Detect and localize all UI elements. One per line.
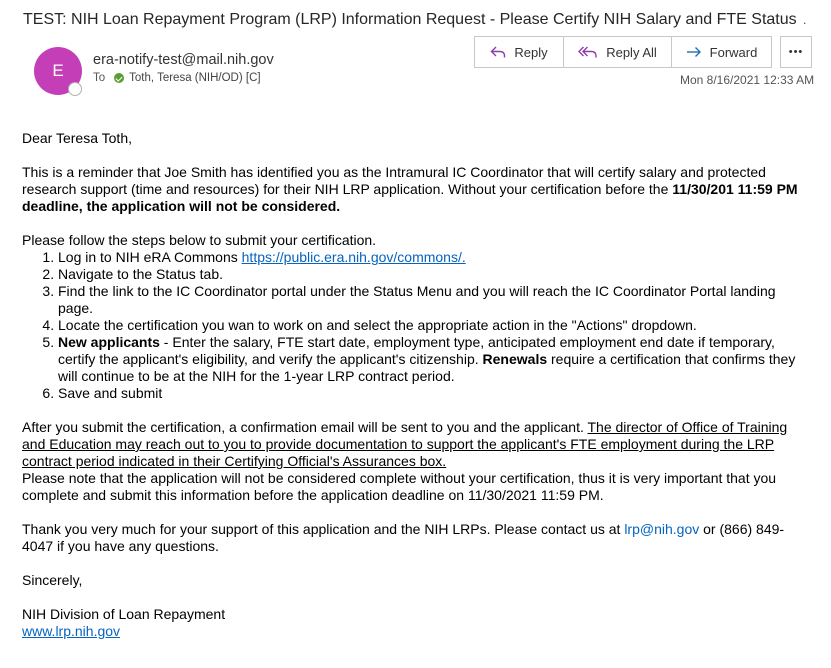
email-subject: TEST: NIH Loan Repayment Program (LRP) Information Request - Please Certify NIH Salary and FTE Status <box>23 11 797 28</box>
subject-trailing-mark: . <box>803 13 807 27</box>
more-actions-button[interactable] <box>780 36 812 68</box>
reply-button[interactable] <box>474 36 564 68</box>
more-icon: ••• <box>788 46 804 58</box>
to-label: To <box>93 72 106 84</box>
steps-list <box>22 249 812 402</box>
sender-address[interactable]: era-notify-test@mail.nih.gov <box>93 52 274 68</box>
reply-all-label: Reply All <box>606 44 657 60</box>
forward-button[interactable] <box>671 36 772 68</box>
list-item: 6. Save and submit <box>58 385 812 402</box>
reminder-paragraph: This is a reminder that Joe Smith has identified you as the Intramural IC Coordinator that will certify salary and protected research support (time and resources) for their NIH LRP application. Without your certification before the 11/30/201 11:59 PM deadline, the application will not be considered. <box>22 164 798 214</box>
deadline-warning: 11/30/201 11:59 PM deadline, the application will not be considered. <box>22 181 798 214</box>
signature: NIH Division of Loan Repayment <box>22 606 226 622</box>
lrp-website-link[interactable]: www.lrp.nih.gov <box>22 623 121 639</box>
completion-note: Please note that the application will not be considered complete without your certification, thus it is very important that you complete and submit this information before the application deadline on 11/30/2021 11:59 PM. <box>22 470 777 503</box>
list-item: 5. New applicants - Enter the salary, FTE start date, employment type, anticipated employment end date if temporary, certify the applicant's eligibility, and verify the applicant's citizenship. Renewals require a certification that confirms they will continue to be at the NIH for the 1-year LRP contract period. <box>58 334 812 385</box>
list-item: 3. Find the link to the IC Coordinator portal under the Status Menu and you will reach the IC Coordinator Portal landing page. <box>58 283 812 317</box>
recipient-row <box>93 72 261 84</box>
reply-label: Reply <box>514 44 548 60</box>
received-date: Mon 8/16/2021 12:33 AM <box>680 73 815 87</box>
steps-intro: Please follow the steps below to submit your certification. <box>22 232 377 248</box>
forward-icon <box>686 45 702 59</box>
reply-all-icon <box>578 45 598 59</box>
forward-label: Forward <box>709 44 758 60</box>
director-note: The director of Office of Training and Education may reach out to you to provide documentation to support the applicant's FTE employment during the LRP contract period indicated in their Certifying Official's Assurances box. <box>22 419 788 469</box>
list-item: 4. Locate the certification you wan to work on and select the appropriate action in the "Actions" dropdown. <box>58 317 812 334</box>
after-submit-paragraph: After you submit the certification, a confirmation email will be sent to you and the applicant. The director of Office of Training and Education may reach out to you to provide documentation to support the applicant's FTE employment during the LRP contract period indicated in their Certifying Official's Assurances box. <box>22 419 788 469</box>
list-item: 2. Navigate to the Status tab. <box>58 266 812 283</box>
thanks-paragraph: Thank you very much for your support of this application and the NIH LRPs. Please contact us at lrp@nih.gov or (866) 849-4047 if you have any questions. <box>22 521 785 554</box>
contact-email-link[interactable]: lrp@nih.gov <box>624 521 700 537</box>
list-item: 1. Log in to NIH eRA Commons https://public.era.nih.gov/commons/. <box>58 249 812 266</box>
closing: Sincerely, <box>22 572 83 588</box>
presence-status-icon <box>68 82 82 96</box>
verified-check-icon <box>114 73 124 83</box>
greeting: Dear Teresa Toth, <box>22 130 132 146</box>
recipient-name[interactable]: Toth, Teresa (NIH/OD) [C] <box>129 72 261 84</box>
avatar-initial: E <box>52 61 64 80</box>
reply-icon <box>490 45 506 59</box>
message-actions <box>474 36 772 68</box>
message-body <box>22 130 812 640</box>
reply-all-button[interactable] <box>563 36 672 68</box>
commons-link[interactable]: https://public.era.nih.gov/commons/. <box>241 249 466 265</box>
